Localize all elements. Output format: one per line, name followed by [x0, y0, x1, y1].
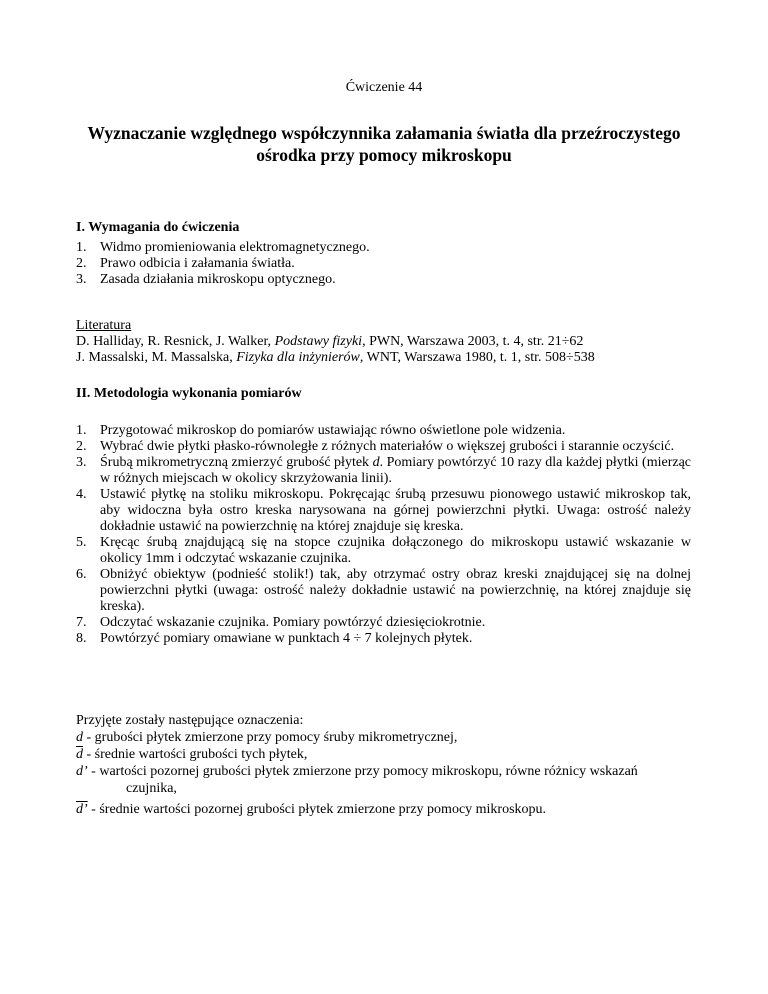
list-item: 7. Odczytać wskazanie czujnika. Pomiary powtórzyć dziesięciokrotnie. — [76, 615, 486, 630]
list-item: 3. Śrubą mikrometryczną zmierzyć grubość płytek d. Pomiary powtórzyć 10 razy dla każdej płytki (mierząc w różnych miejscach w okolicy skrzyżowania linii). — [76, 455, 692, 486]
list-item: 4. Ustawić płytkę na stoliku mikroskopu. Pokręcając śrubą przesuwu pionowego ustawić mikroskop tak, aby widoczna była ostro kreska narysowana na górnej powierzchni płytki. Uwaga: ostrość należy dokładnie ustawić na powierzchnię na której znajduje się kreska. — [76, 487, 691, 534]
notation-d-prime-mean: d’ - średnie wartości pozornej grubości płytek zmierzone przy pomocy mikroskopu. — [76, 802, 547, 817]
notation-block — [76, 712, 696, 818]
notation-intro: Przyjęte zostały następujące oznaczenia: — [76, 713, 304, 728]
section-1-heading: I. Wymagania do ćwiczenia — [76, 220, 240, 235]
document-title — [40, 122, 728, 166]
notation-d-prime-continued: czujnika, — [126, 781, 177, 796]
reference-1: D. Halliday, R. Resnick, J. Walker, Podstawy fizyki, PWN, Warszawa 2003, t. 4, str. 21÷62 — [76, 334, 584, 349]
title-line-1: Wyznaczanie względnego współczynnika załamania światła dla przeźroczystego — [87, 123, 681, 143]
list-item: 8. Powtórzyć pomiary omawiane w punktach 4 ÷ 7 kolejnych płytek. — [76, 631, 473, 646]
reference-2: J. Massalski, M. Massalska, Fizyka dla inżynierów, WNT, Warszawa 1980, t. 1, str. 508÷538 — [76, 350, 595, 365]
list-item: 6. Obniżyć obiektyw (podnieść stolik!) tak, aby otrzymać ostry obraz kreski znajdującej się na dolnej powierzchni płytki (uwaga: ostrość należy dokładnie ustawić na powierzchnię, na której znajduje się kreska). — [76, 567, 691, 614]
list-item: 1. Przygotować mikroskop do pomiarów ustawiając równo oświetlone pole widzenia. — [76, 423, 566, 438]
list-item: 2. Prawo odbicia i załamania światła. — [76, 256, 295, 271]
notation-d-mean: $\overline{d}$ - średnie wartości grubości tych płytek, — [76, 747, 308, 762]
methodology-list — [76, 423, 691, 647]
list-item: 3. Zasada działania mikroskopu optycznego. — [76, 272, 336, 287]
literature-block — [76, 318, 696, 366]
list-item: 1. Widmo promieniowania elektromagnetycznego. — [76, 240, 370, 255]
exercise-number: Ćwiczenie 44 — [345, 80, 423, 95]
notation-d: d - grubości płytek zmierzone przy pomocy śruby mikrometrycznej, — [76, 730, 458, 745]
title-line-2: ośrodka przy pomocy mikroskopu — [256, 145, 512, 165]
notation-d-prime: d’ - wartości pozornej grubości płytek zmierzone przy pomocy mikroskopu, równe różnicy wskazań — [76, 764, 638, 779]
section-2-heading: II. Metodologia wykonania pomiarów — [76, 386, 302, 401]
list-item: 5. Kręcąc śrubą znajdującą się na stopce czujnika dołączonego do mikroskopu ustawić wskazanie w okolicy 1mm i odczytać wskazanie czujnika. — [76, 535, 691, 566]
requirements-list — [76, 240, 691, 288]
list-item: 2. Wybrać dwie płytki płasko-równoległe z różnych materiałów o większej grubości i starannie oczyścić. — [76, 439, 675, 454]
literature-heading: Literatura — [76, 318, 132, 333]
